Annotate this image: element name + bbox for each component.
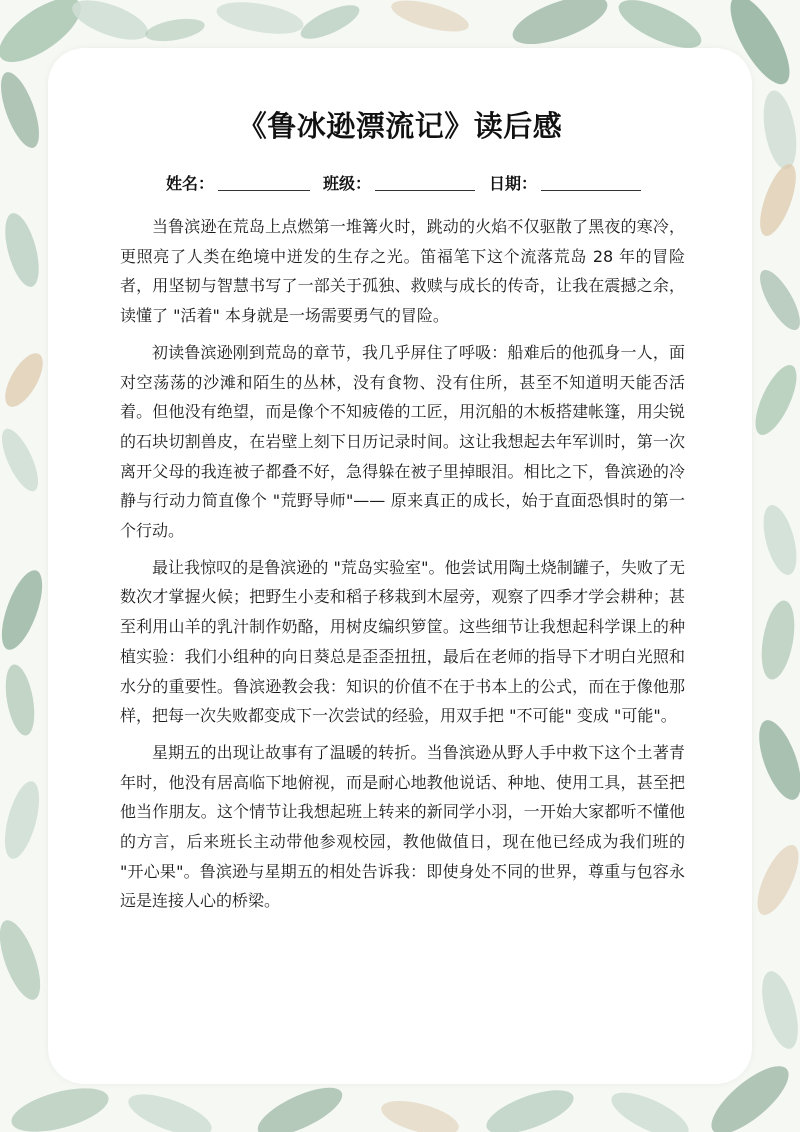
name-blank[interactable] [218, 172, 310, 191]
student-info-row [0, 172, 800, 196]
name-label: 姓名： [166, 174, 215, 193]
class-blank[interactable] [375, 172, 475, 191]
paragraph-3: 最让我惊叹的是鲁滨逊的 "荒岛实验室"。他尝试用陶土烧制罐子，失败了无数次才掌握火候；把野生小麦和稻子移栽到木屋旁，观察了四季才学会耕种；甚至利用山羊的乳汁制作奶酪，用树皮编织箩筐。这些细节让我想起科学课上的种植实验：我们小组种的向日葵总是歪歪扭扭，最后在老师的指导下才明白光照和水分的重要性。鲁滨逊教会我：知识的价值不在于书本上的公式，而在于像他那样，把每一次失败都变成下一次尝试的经验，用双手把 "不可能" 变成 "可能"。 [120, 557, 685, 726]
paragraph-1: 当鲁滨逊在荒岛上点燃第一堆篝火时，跳动的火焰不仅驱散了黑夜的寒冷，更照亮了人类在绝境中迸发的生存之光。笛福笔下这个流落荒岛 28 年的冒险者，用坚韧与智慧书写了一部关于孤独、救赎与成长的传奇，让我在震撼之余，读懂了 "活着" 本身就是一场需要勇气的冒险。 [120, 217, 685, 326]
paragraph-2: 初读鲁滨逊刚到荒岛的章节，我几乎屏住了呼吸：船难后的他孤身一人，面对空荡荡的沙滩和陌生的丛林，没有食物、没有住所，甚至不知道明天能否活着。但他没有绝望，而是像个不知疲倦的工匠，用沉船的木板搭建帐篷，用尖锐的石块切割兽皮，在岩壁上刻下日历记录时间。这让我想起去年军训时，第一次离开父母的我连被子都叠不好，急得躲在被子里掉眼泪。相比之下，鲁滨逊的冷静与行动力简直像个 "荒野导师"—— 原来真正的成长，始于直面恐惧时的第一个行动。 [120, 342, 685, 541]
page-title: 《鲁冰逊漂流记》读后感 [237, 109, 563, 143]
class-field[interactable] [323, 172, 475, 196]
date-blank[interactable] [541, 172, 641, 191]
date-label: 日期： [489, 174, 538, 193]
date-field[interactable] [489, 172, 641, 196]
name-field[interactable] [166, 172, 310, 196]
paragraph-4: 星期五的出现让故事有了温暖的转折。当鲁滨逊从野人手中救下这个土著青年时，他没有居高临下地俯视，而是耐心地教他说话、种地、使用工具，甚至把他当作朋友。这个情节让我想起班上转来的新同学小羽，一开始大家都听不懂他的方言，后来班长主动带他参观校园，教他做值日，现在他已经成为我们班的 "开心果"。鲁滨逊与星期五的相处告诉我：即使身处不同的世界，尊重与包容永远是连接人心的桥梁。 [120, 742, 685, 911]
essay-body [120, 212, 685, 923]
class-label: 班级： [323, 174, 372, 193]
